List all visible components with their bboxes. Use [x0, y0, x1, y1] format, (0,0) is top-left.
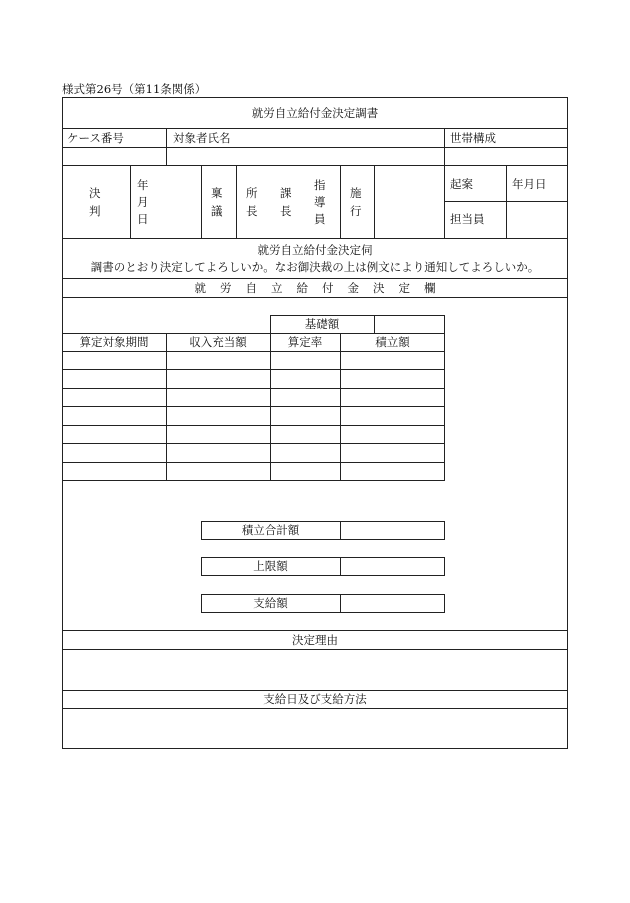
subject-name-field[interactable] — [166, 147, 445, 166]
date-char: 年 — [137, 178, 149, 192]
case-number-label: ケース番号 — [67, 131, 124, 145]
reason-heading: 決定理由 — [292, 633, 338, 647]
divider — [62, 690, 568, 691]
enforcement-char: 施 — [350, 186, 362, 200]
base-amount-label: 基礎額 — [304, 317, 340, 331]
supervisor-char: 指 — [314, 178, 326, 192]
date-char: 日 — [137, 212, 149, 226]
payment-amount-field[interactable] — [340, 594, 445, 613]
divider — [340, 333, 341, 481]
divider — [374, 165, 375, 238]
drafted-label: 起案 — [450, 177, 473, 191]
form-title: 就労自立給付金決定調書 — [251, 106, 379, 120]
supervisor-char: 員 — [314, 212, 326, 226]
upper-limit-field[interactable] — [340, 557, 445, 576]
table-row — [62, 443, 445, 444]
column-header: 算定率 — [287, 335, 323, 349]
inquiry-text: 調書のとおり決定してよろしいか。なお御決裁の上は例文により通知してよろしいか。 — [90, 260, 540, 274]
table-row — [62, 462, 445, 463]
section-chief-char: 長 — [280, 204, 292, 218]
draft-discussion-char: 議 — [211, 204, 223, 218]
divider — [444, 201, 568, 202]
form-label: 様式第26号（第11条関係） — [62, 82, 207, 96]
divider — [62, 297, 568, 298]
divider — [62, 238, 568, 239]
table-row — [62, 369, 445, 370]
subject-name-label: 対象者氏名 — [173, 131, 231, 145]
payment-amount-label: 支給額 — [253, 596, 288, 610]
divider — [130, 165, 131, 238]
accumulated-total-label: 積立合計額 — [241, 523, 300, 537]
divider — [62, 630, 568, 631]
calculation-table — [62, 333, 445, 481]
base-amount-field[interactable] — [374, 315, 445, 334]
payment-heading: 支給日及び支給方法 — [263, 692, 367, 706]
table-row — [62, 388, 445, 389]
column-header: 収入充当額 — [189, 335, 247, 349]
drafted-date-label: 年月日 — [512, 177, 547, 191]
decision-section-heading: 就労自立給付金決定欄 — [194, 281, 450, 295]
case-number-field[interactable] — [62, 147, 167, 166]
accumulated-total-field[interactable] — [340, 521, 445, 540]
date-char: 月 — [137, 195, 149, 209]
column-header: 算定対象期間 — [79, 335, 149, 349]
draft-discussion-char: 稟 — [211, 186, 223, 200]
household-field[interactable] — [444, 147, 568, 166]
divider — [201, 165, 202, 238]
enforcement-char: 行 — [350, 204, 362, 218]
divider — [166, 333, 167, 481]
director-char: 所 — [246, 186, 258, 200]
decision-char: 判 — [89, 204, 101, 218]
section-chief-char: 課 — [280, 186, 292, 200]
table-row — [62, 406, 445, 407]
person-in-charge-label: 担当員 — [450, 212, 485, 226]
table-row — [62, 351, 445, 352]
upper-limit-label: 上限額 — [253, 559, 288, 573]
divider — [62, 128, 568, 129]
reason-field[interactable] — [62, 649, 568, 690]
supervisor-char: 導 — [314, 195, 326, 209]
director-char: 長 — [246, 204, 258, 218]
payment-field[interactable] — [62, 708, 568, 749]
divider — [270, 333, 271, 481]
household-label: 世帯構成 — [450, 131, 496, 145]
decision-char: 決 — [89, 186, 101, 200]
column-header: 積立額 — [375, 335, 410, 349]
divider — [62, 278, 568, 279]
divider — [236, 165, 237, 238]
inquiry-heading: 就労自立給付金決定伺 — [257, 243, 373, 257]
table-row — [62, 425, 445, 426]
divider — [340, 165, 341, 238]
